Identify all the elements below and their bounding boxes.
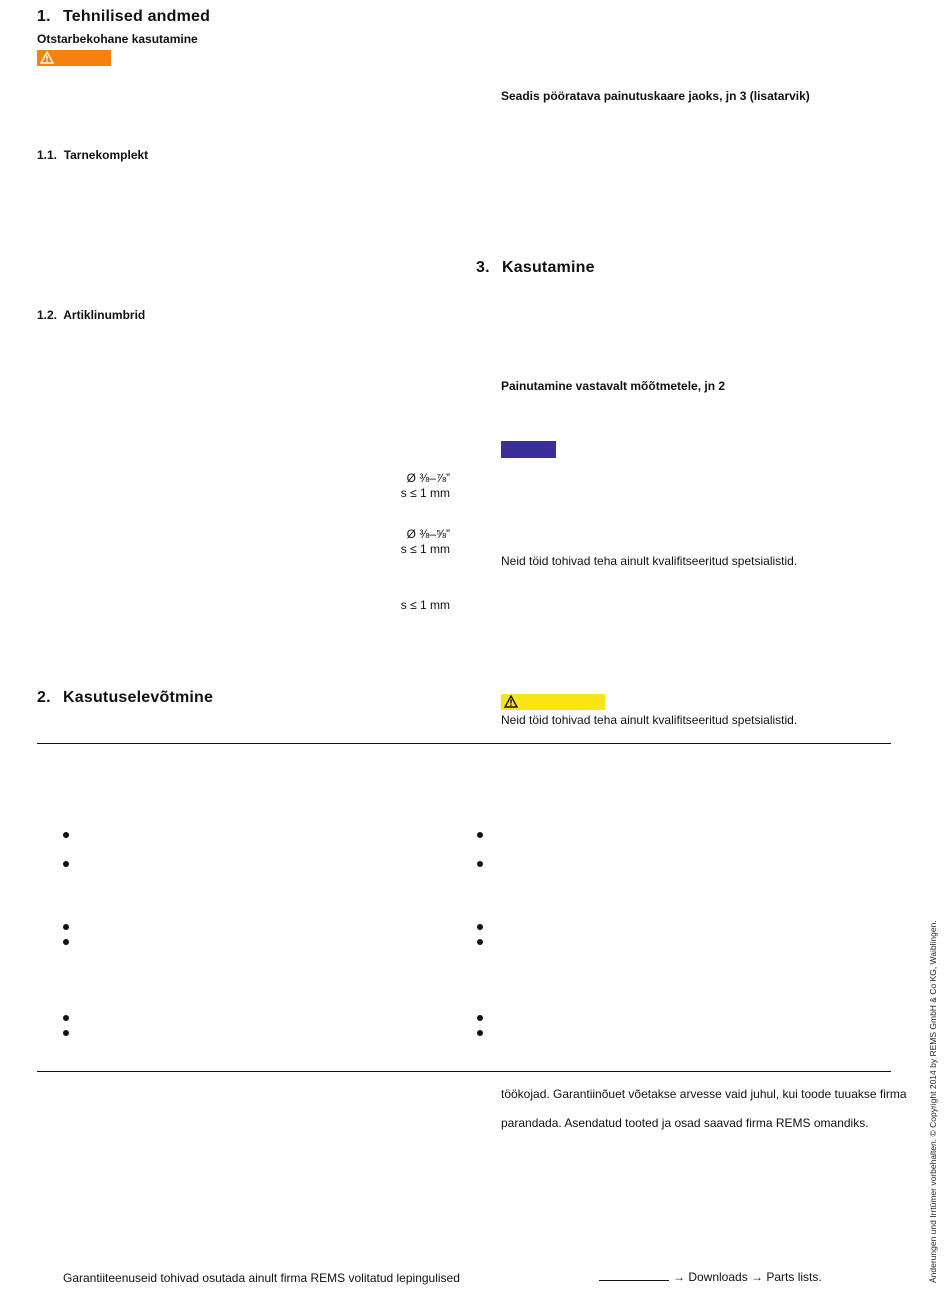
downloads-path-text: → Downloads → Parts lists. [673, 1270, 822, 1284]
section-3-title: Kasutamine [502, 259, 595, 276]
spec-row-2-wall: s ≤ 1 mm [400, 542, 450, 556]
spec-row-2 [401, 527, 450, 557]
warranty-text-line-2: parandada. Asendatud tooted ja osad saavad firma REMS omandiks. [501, 1116, 869, 1130]
warning-label-yellow [501, 694, 605, 710]
downloads-path [599, 1270, 822, 1284]
qualified-note-1: Neid töid tohivad teha ainult kvalifitseeritud spetsialistid. [501, 554, 798, 568]
intended-use-heading: Otstarbekohane kasutamine [37, 32, 198, 46]
bullet-point [63, 939, 69, 945]
spec-row-1 [401, 471, 450, 501]
bullet-point [63, 924, 69, 930]
subsection-1-2-heading [37, 308, 145, 322]
spec-row-2-diameter: Ø ⅜–⅝” [406, 527, 450, 541]
warning-label-orange [37, 50, 111, 66]
bullet-point [63, 832, 69, 838]
bullet-point [477, 832, 483, 838]
subsection-1-2-title: Artiklinumbrid [63, 308, 146, 322]
rotary-device-heading: Seadis pööratava painutuskaare jaoks, jn 3 (lisatarvik) [501, 89, 810, 103]
section-2-title: Kasutuselevõtmine [63, 689, 214, 706]
warranty-text-bottom: Garantiiteenuseid tohivad osutada ainult firma REMS volitatud lepingulised [63, 1271, 460, 1285]
section-1-title: Tehnilised andmed [63, 8, 211, 25]
spec-row-1-wall: s ≤ 1 mm [400, 486, 450, 500]
spec-row-3 [401, 598, 450, 613]
subsection-1-2-number: 1.2. [37, 308, 58, 322]
subsection-1-1-heading [37, 148, 148, 162]
notice-label-blue [501, 441, 556, 458]
divider-top [37, 743, 891, 744]
qualified-note-2: Neid töid tohivad teha ainult kvalifitseeritud spetsialistid. [501, 713, 798, 727]
subsection-1-1-number: 1.1. [37, 148, 58, 162]
section-2-heading [37, 689, 213, 707]
copyright-vertical: Änderungen und Irrtümer vorbehalten. © Copyright 2014 by REMS GmbH & Co KG, Waiblingen. [928, 920, 938, 1283]
bullet-point [477, 861, 483, 867]
bullet-point [477, 939, 483, 945]
section-1-number: 1. [37, 8, 51, 25]
warning-triangle-icon [40, 51, 54, 64]
warranty-text-line-1: töökojad. Garantiinõuet võetakse arvesse vaid juhul, kui toode tuuakse firma [501, 1087, 907, 1101]
divider-bottom [37, 1071, 891, 1072]
bending-dimensions-heading: Painutamine vastavalt mõõtmetele, jn 2 [501, 379, 726, 393]
bullet-point [477, 1030, 483, 1036]
warning-triangle-icon [504, 695, 518, 708]
section-2-number: 2. [37, 689, 51, 706]
bullet-point [477, 1015, 483, 1021]
spec-row-3-wall: s ≤ 1 mm [400, 598, 450, 612]
section-3-heading [476, 259, 595, 277]
section-3-number: 3. [476, 259, 490, 276]
bullet-point [63, 1015, 69, 1021]
spec-row-1-diameter: Ø ⅜–⅞” [406, 471, 450, 485]
link-placeholder-line [599, 1270, 669, 1281]
section-1-heading [37, 8, 210, 26]
bullet-point [63, 1030, 69, 1036]
subsection-1-1-title: Tarnekomplekt [63, 148, 149, 162]
bullet-point [63, 861, 69, 867]
bullet-point [477, 924, 483, 930]
